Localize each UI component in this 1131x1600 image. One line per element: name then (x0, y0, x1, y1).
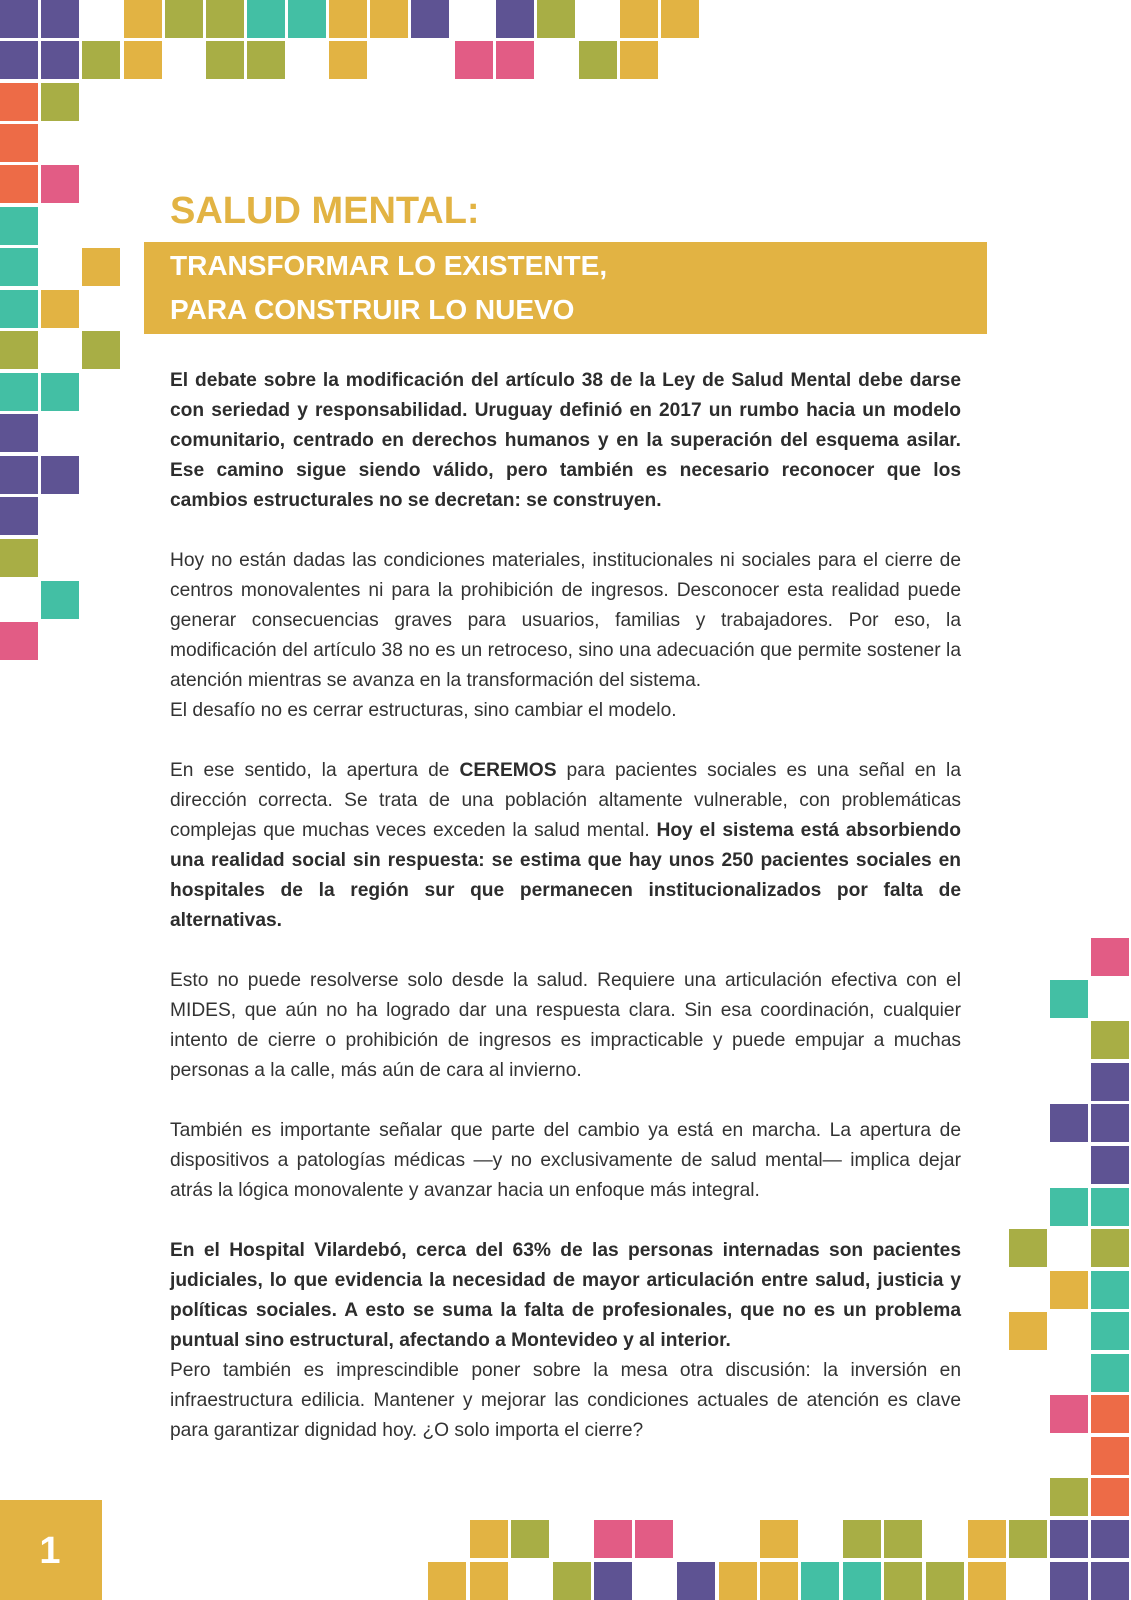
mosaic-square (594, 1520, 632, 1558)
mosaic-square (1050, 1520, 1088, 1558)
paragraph-change: También es importante señalar que parte del cambio ya está en marcha. La apertura de dispositivos a patologías médicas —y no exclusivamente de salud mental— implica dejar atrás la lógica monovalente y avanzar hacia un enfoque más integral. (170, 1120, 961, 1201)
mosaic-square (0, 331, 38, 369)
paragraph-mides: Esto no puede resolverse solo desde la salud. Requiere una articulación efectiva con el MIDES, que aún no ha logrado dar una respuesta clara. Sin esa coordinación, cualquier intento de cierre o prohibición de ingresos es impracticable y puede empujar a muchas personas a la calle, más aún de cara al invierno. (170, 970, 961, 1081)
mosaic-square (470, 1562, 508, 1600)
mosaic-square (760, 1520, 798, 1558)
mosaic-square (511, 1520, 549, 1558)
mosaic-square (206, 0, 244, 38)
mosaic-square (0, 124, 38, 162)
mosaic-square (1009, 1229, 1047, 1267)
mosaic-square (165, 0, 203, 38)
mosaic-square (1091, 1354, 1129, 1392)
mosaic-square (470, 1520, 508, 1558)
paragraph-vilardebo: En el Hospital Vilardebó, cerca del 63% de las personas internadas son pacientes judiciales, lo que evidencia la necesidad de mayor articulación entre salud, justicia y políticas sociales. A esto se suma la falta de profesionales, que no es un problema puntual sino estructural, afectando a Montevideo y al interior. (170, 1240, 961, 1351)
mosaic-square (884, 1562, 922, 1600)
page-number: 1 (39, 1530, 61, 1572)
mosaic-square (0, 207, 38, 245)
subtitle-line-1: TRANSFORMAR LO EXISTENTE, (170, 250, 608, 281)
mosaic-square (1050, 1478, 1088, 1516)
mosaic-square (1091, 1478, 1129, 1516)
mosaic-square (1091, 1395, 1129, 1433)
mosaic-square (926, 1562, 964, 1600)
mosaic-square (1091, 1188, 1129, 1226)
mosaic-square (579, 41, 617, 79)
mosaic-square (1050, 1562, 1088, 1600)
mosaic-square (635, 1520, 673, 1558)
mosaic-square (1091, 1063, 1129, 1101)
mosaic-square (677, 1562, 715, 1600)
mosaic-square (1009, 1520, 1047, 1558)
mosaic-square (1050, 1395, 1088, 1433)
mosaic-square (41, 456, 79, 494)
mosaic-square (124, 0, 162, 38)
mosaic-square (0, 373, 38, 411)
mosaic-square (370, 0, 408, 38)
mosaic-square (0, 456, 38, 494)
mosaic-square (1050, 1271, 1088, 1309)
mosaic-square (496, 41, 534, 79)
mosaic-square (1091, 938, 1129, 976)
paragraph-conditions: Hoy no están dadas las condiciones materiales, institucionales ni sociales para el cierre de centros monovalentes ni para la prohibición de ingresos. Desconocer esta realidad puede generar consecuencias graves para usuarios, familias y trabajadores. Por eso, la modificación del artículo 38 no es un retroceso, sino una adecuación que permite sostener la atención mientras se avanza en la transformación del sistema. (170, 550, 961, 691)
text-run: En ese sentido, la apertura de (170, 760, 460, 781)
mosaic-square (843, 1520, 881, 1558)
mosaic-square (206, 41, 244, 79)
mosaic-square (968, 1520, 1006, 1558)
mosaic-square (428, 1562, 466, 1600)
mosaic-square (620, 41, 658, 79)
mosaic-square (41, 0, 79, 38)
subtitle-banner (144, 242, 987, 334)
mosaic-square (247, 0, 285, 38)
mosaic-square (329, 0, 367, 38)
mosaic-square (0, 539, 38, 577)
mosaic-square (0, 83, 38, 121)
paragraph-ceremos (170, 756, 961, 936)
mosaic-square (1091, 1229, 1129, 1267)
mosaic-square (0, 414, 38, 452)
subtitle-line-2: PARA CONSTRUIR LO NUEVO (170, 294, 575, 325)
page-number-box (0, 1500, 102, 1600)
mosaic-square (1050, 1188, 1088, 1226)
mosaic-square (124, 41, 162, 79)
mosaic-square (247, 41, 285, 79)
mosaic-square (329, 41, 367, 79)
mosaic-square (1091, 1437, 1129, 1475)
mosaic-square (41, 83, 79, 121)
mosaic-square (82, 248, 120, 286)
article-body (170, 366, 961, 1476)
mosaic-square (620, 0, 658, 38)
mosaic-square (455, 41, 493, 79)
mosaic-square (719, 1562, 757, 1600)
paragraph-challenge: El desafío no es cerrar estructuras, sino cambiar el modelo. (170, 700, 677, 721)
mosaic-square (0, 248, 38, 286)
mosaic-square (537, 0, 575, 38)
mosaic-square (288, 0, 326, 38)
mosaic-square (0, 290, 38, 328)
mosaic-square (41, 290, 79, 328)
mosaic-square (0, 497, 38, 535)
mosaic-square (1091, 1562, 1129, 1600)
mosaic-square (594, 1562, 632, 1600)
mosaic-square (553, 1562, 591, 1600)
mosaic-square (41, 165, 79, 203)
mosaic-square (411, 0, 449, 38)
mosaic-square (661, 0, 699, 38)
mosaic-square (1091, 1271, 1129, 1309)
mosaic-square (41, 373, 79, 411)
mosaic-square (82, 331, 120, 369)
text-run-bold: Hoy el sistema está absorbiendo una realidad social sin respuesta: se estima que hay unos 250 pacientes sociales en hospitales de la región sur que permanecen institucionalizados por falta de alternativas. (170, 820, 961, 931)
mosaic-square (0, 41, 38, 79)
mosaic-square (41, 581, 79, 619)
mosaic-square (82, 41, 120, 79)
mosaic-square (0, 622, 38, 660)
mosaic-square (1009, 1312, 1047, 1350)
paragraph-infrastructure: Pero también es imprescindible poner sobre la mesa otra discusión: la inversión en infraestructura edilicia. Mantener y mejorar las condiciones actuales de atención es clave para garantizar dignidad hoy. ¿O solo importa el cierre? (170, 1360, 961, 1441)
text-run-bold: CEREMOS (459, 760, 557, 781)
mosaic-square (1091, 1104, 1129, 1142)
page-title: SALUD MENTAL: (170, 190, 480, 232)
mosaic-square (1091, 1146, 1129, 1184)
mosaic-square (41, 41, 79, 79)
mosaic-square (968, 1562, 1006, 1600)
mosaic-square (1091, 1312, 1129, 1350)
text-run: para pacientes sociales es una señal en la dirección correcta. Se trata de una población altamente vulnerable, con problemáticas complejas que muchas veces exceden la salud mental. (170, 760, 961, 841)
mosaic-square (801, 1562, 839, 1600)
mosaic-square (0, 165, 38, 203)
paragraph-intro: El debate sobre la modificación del artículo 38 de la Ley de Salud Mental debe darse con seriedad y responsabilidad. Uruguay definió en 2017 un rumbo hacia un modelo comunitario, centrado en derechos humanos y en la superación del esquema asilar. Ese camino sigue siendo válido, pero también es necesario reconocer que los cambios estructurales no se decretan: se construyen. (170, 370, 961, 511)
mosaic-square (0, 0, 38, 38)
mosaic-square (496, 0, 534, 38)
mosaic-square (884, 1520, 922, 1558)
mosaic-square (1050, 1104, 1088, 1142)
mosaic-square (1091, 1520, 1129, 1558)
mosaic-square (760, 1562, 798, 1600)
mosaic-square (843, 1562, 881, 1600)
mosaic-square (1050, 980, 1088, 1018)
mosaic-square (1091, 1021, 1129, 1059)
